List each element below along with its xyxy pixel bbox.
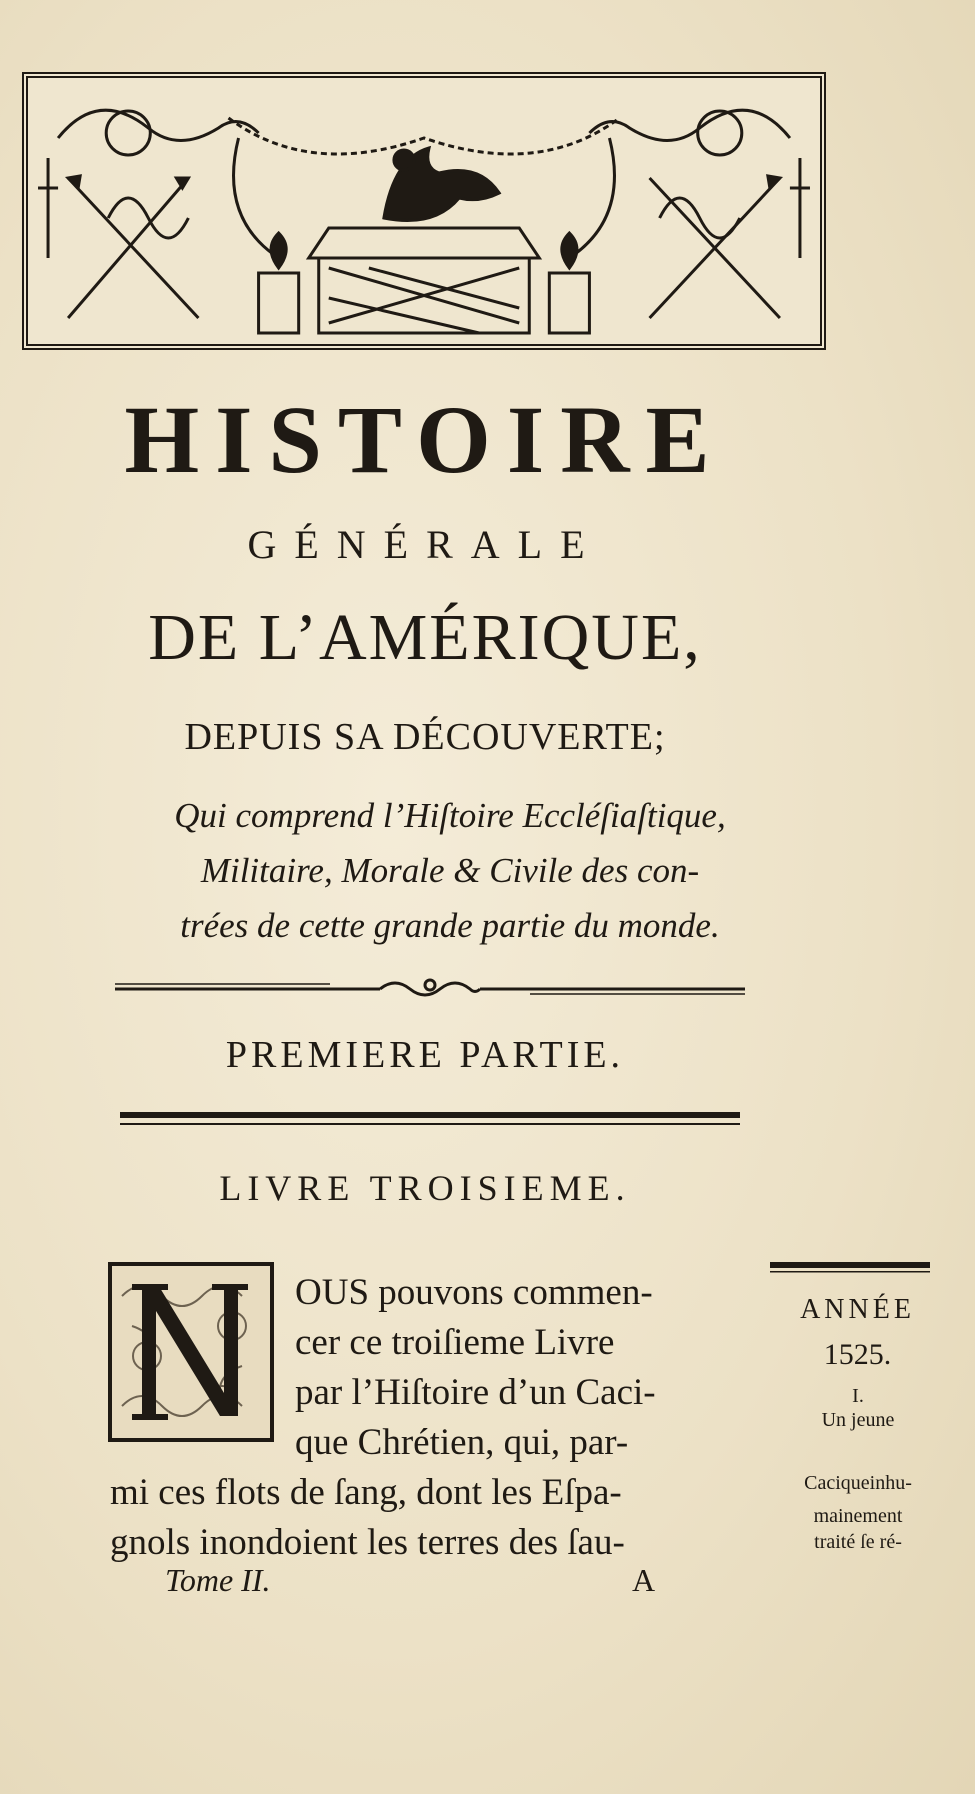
title-generale: GÉNÉRALE (247, 522, 603, 567)
title-depuis: DEPUIS SA DÉCOUVERTE; (184, 716, 666, 758)
body-line: mi ces flots de ſang, dont les Eſpa- (110, 1472, 622, 1513)
subtitle-line: trées de cette grande partie du monde. (180, 906, 720, 945)
part-heading: PREMIERE PARTIE. (225, 1034, 625, 1076)
margin-note-line: mainement (813, 1505, 903, 1527)
body-line: par l’Hiſtoire d’un Caci- (295, 1372, 656, 1413)
ornamental-headpiece-icon (22, 72, 826, 350)
margin-number: I. (852, 1385, 864, 1407)
subtitle-line: Militaire, Morale & Civile des con- (200, 851, 700, 890)
body-line: gnols inondoient les terres des ſau- (110, 1522, 625, 1563)
margin-note-line: Un jeune (821, 1409, 895, 1431)
margin-note-line: Caciqueinhu- (804, 1472, 912, 1494)
body-line: cer ce troiſieme Livre (295, 1322, 615, 1363)
footer-signature: A (632, 1562, 656, 1598)
margin-annee: ANNÉE (800, 1294, 915, 1325)
body-line: OUS pouvons commen- (295, 1272, 653, 1313)
decorated-initial-n-icon (108, 1262, 274, 1442)
margin-year: 1525. (823, 1338, 892, 1371)
title-amerique: DE L’AMÉRIQUE, (148, 601, 702, 674)
subtitle (130, 788, 770, 953)
margin-note-line: traité ſe ré- (814, 1531, 902, 1553)
subtitle-line: Qui comprend l’Hiſtoire Eccléſiaſtique, (174, 796, 726, 835)
margin-rule (770, 1262, 930, 1274)
title-histoire: HISTOIRE (124, 386, 726, 493)
footer-tome: Tome II. (165, 1562, 271, 1598)
ornamental-rule (110, 977, 750, 1001)
body-line: que Chrétien, qui, par- (295, 1422, 629, 1463)
book-heading: LIVRE TROISIEME. (219, 1168, 631, 1208)
double-rule (120, 1110, 740, 1128)
